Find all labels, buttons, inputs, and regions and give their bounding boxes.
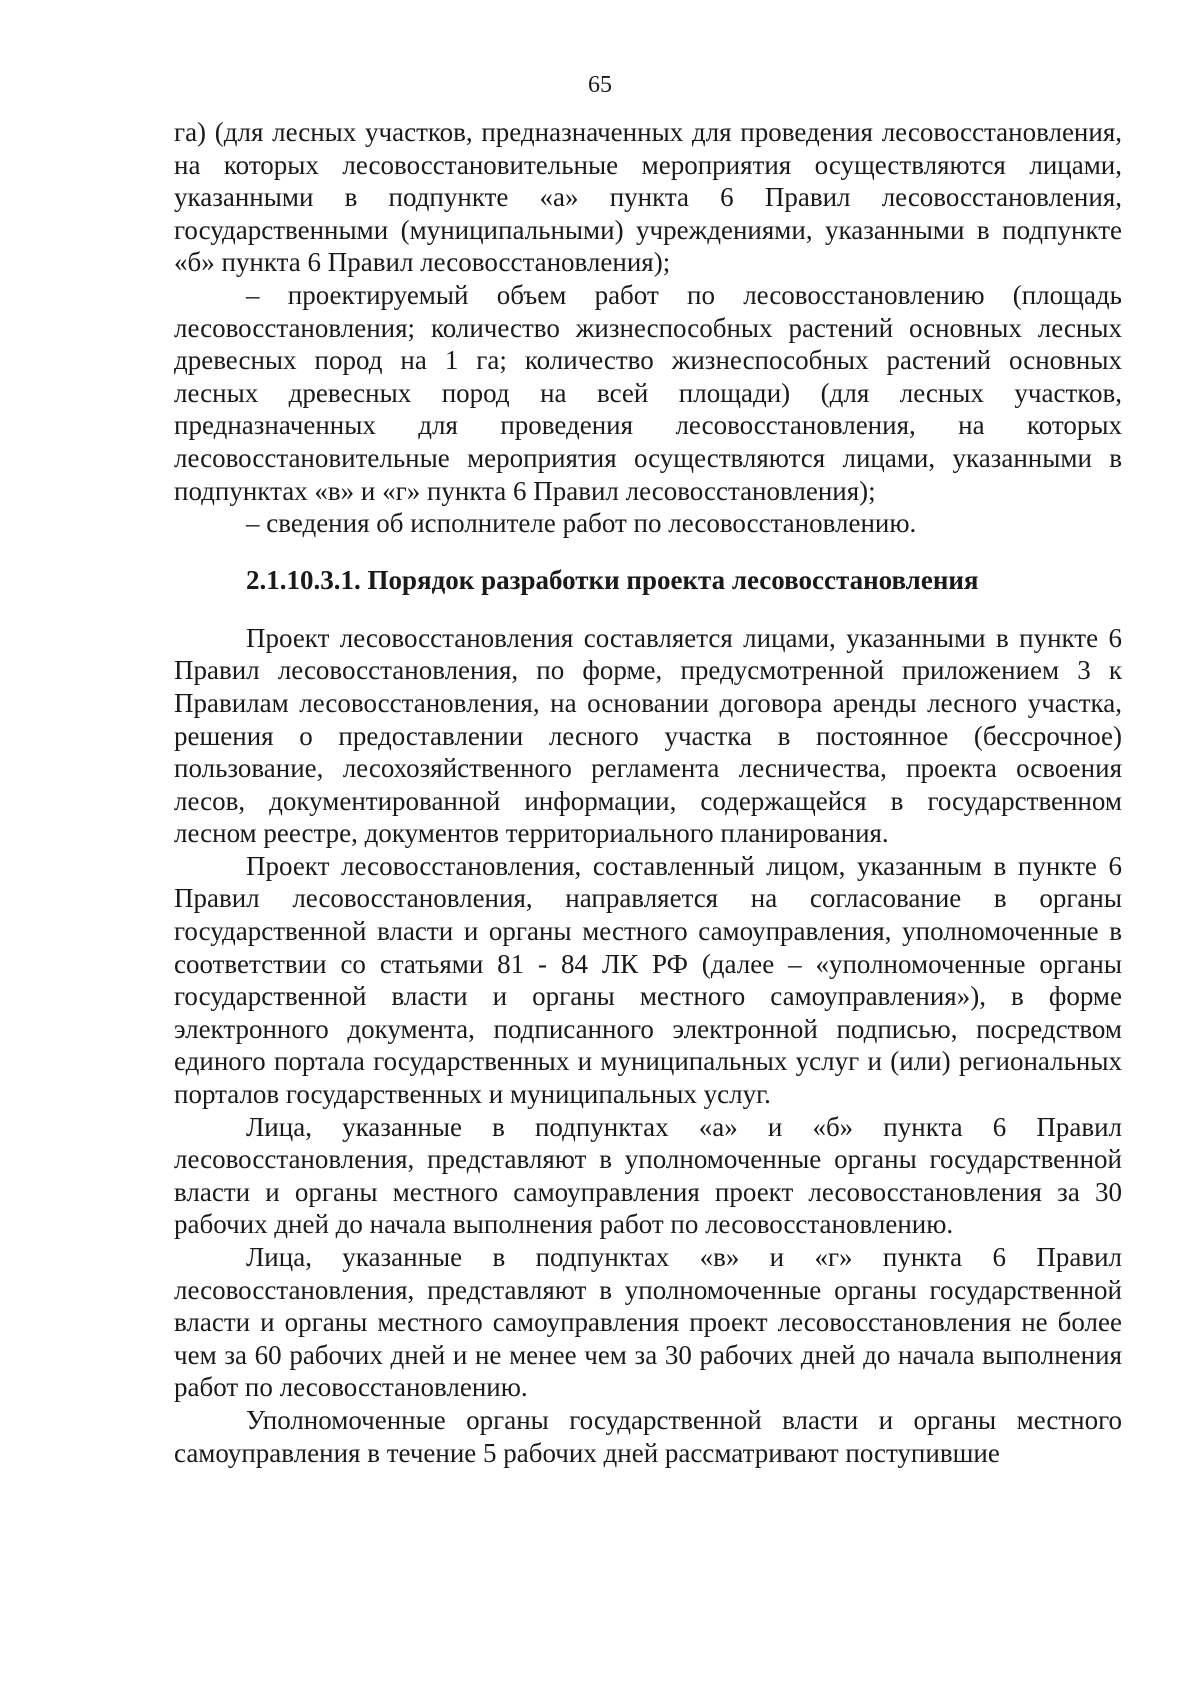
paragraph: га) (для лесных участков, предназначенных для проведения лесовосстановления, на которых лесовосстановительные мероприятия осуществляются лицами, указанными в подпункте «а» пункта 6 Правил лесовосстановления, государственными (муниципальными) учреждениями, указанными в подпункте «б» пункта 6 Правил лесовосстановления); <box>174 117 1122 278</box>
document-body <box>174 116 1122 1469</box>
paragraph: Уполномоченные органы государственной власти и органы местного самоуправления в течение 5 рабочих дней рассматривают поступившие <box>174 1404 1122 1468</box>
paragraph: Проект лесовосстановления, составленный лицом, указанным в пункте 6 Правил лесовосстановления, направляется на согласование в органы государственной власти и органы местного самоуправления, уполномоченные в соответствии со статьями 81 - 84 ЛК РФ (далее – «уполномоченные органы государственной власти и органы местного самоуправления»), в форме электронного документа, подписанного электронной подписью, посредством единого портала государственных и муниципальных услуг и (или) региональных порталов государственных и муниципальных услуг. <box>174 850 1122 1110</box>
paragraph: Лица, указанные в подпунктах «а» и «б» пункта 6 Правил лесовосстановления, представляют в уполномоченные органы государственной власти и органы местного самоуправления проект лесовосстановления за 30 рабочих дней до начала выполнения работ по лесовосстановлению. <box>174 1111 1122 1240</box>
list-item-paragraph: – проектируемый объем работ по лесовосстановлению (площадь лесовосстановления; количество жизнеспособных растений основных лесных древесных пород на 1 га; количество жизнеспособных растений основных лесных древесных пород на всей площади) (для лесных участков, предназначенных для проведения лесовосстановления, на которых лесовосстановительные мероприятия осуществляются лицами, указанными в подпунктах «в» и «г» пункта 6 Правил лесовосстановления); <box>174 279 1122 506</box>
list-item-paragraph: – сведения об исполнителе работ по лесовосстановлению. <box>246 508 917 539</box>
paragraph: Проект лесовосстановления составляется лицами, указанными в пункте 6 Правил лесовосстановления, по форме, предусмотренной приложением 3 к Правилам лесовосстановления, на основании договора аренды лесного участка, решения о предоставлении лесного участка в постоянное (бессрочное) пользование, лесохозяйственного регламента лесничества, проекта освоения лесов, документированной информации, содержащейся в государственном лесном реестре, документов территориального планирования. <box>174 622 1122 849</box>
section-heading: 2.1.10.3.1. Порядок разработки проекта лесовосстановления <box>246 564 979 595</box>
page-number: 65 <box>588 72 612 98</box>
paragraph: Лица, указанные в подпунктах «в» и «г» пункта 6 Правил лесовосстановления, представляют в уполномоченные органы государственной власти и органы местного самоуправления проект лесовосстановления не более чем за 60 рабочих дней и не менее чем за 30 рабочих дней до начала выполнения работ по лесовосстановлению. <box>174 1242 1122 1403</box>
